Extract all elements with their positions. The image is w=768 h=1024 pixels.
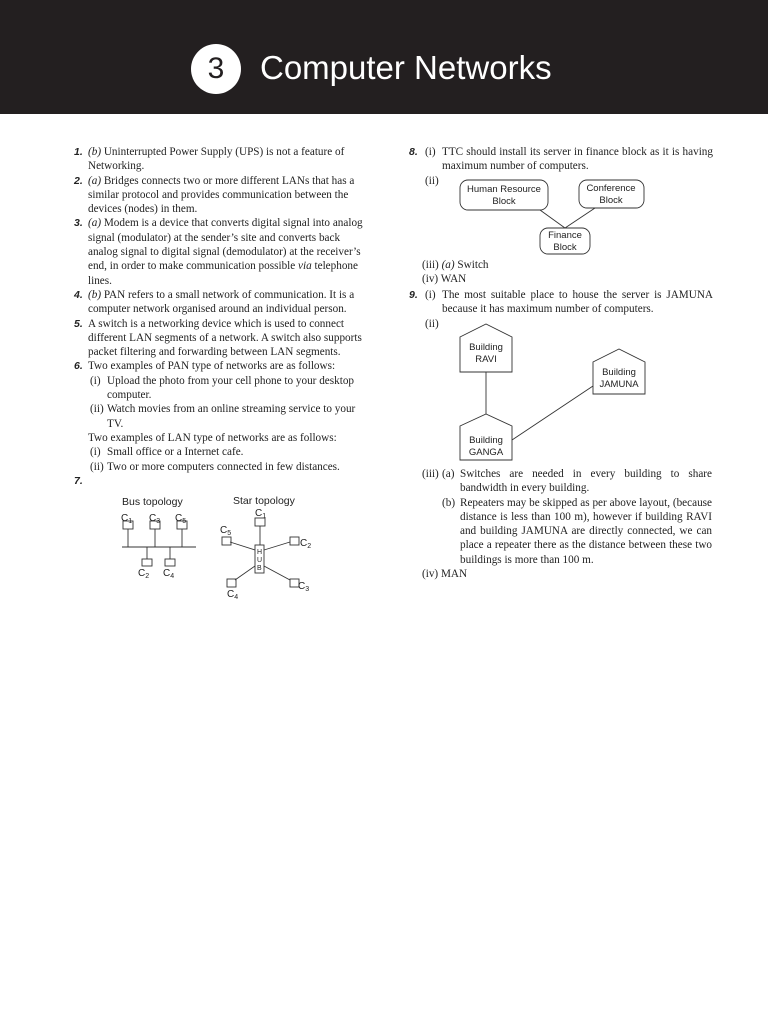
answer-3: 3. (a) Modem is a device that converts digital signal into analog signal (modulator) at the sender’s site and converts back analog signal to digital signal (demodulator) at the receiver’s end, in order to make communication possible via telephone lines. <box>74 217 363 287</box>
answer-6: 6. Two examples of PAN type of networks are as follows: (i) Upload the photo from your cell phone to your desktop computer. (ii) Watch movies from an online streaming service to your TV. Two examples of LAN type of networks are as follows: (i) Small office or a Internet cafe. (ii) Two or more computers connected in few distances. <box>74 359 370 473</box>
answer-5: 5. A switch is a networking device which is used to connect different LAN segments of a network. A switch also supports packet filtering and forwarding between LAN segments. <box>74 317 362 359</box>
bus-topology-title: Bus topology <box>122 496 183 508</box>
bus-node-c2 <box>142 559 152 566</box>
svg-text:Conference: Conference <box>586 183 636 194</box>
hub-letter: H <box>257 549 263 556</box>
answer-7: 7. <box>74 474 83 487</box>
label-c5: $C_5$ <box>220 525 232 537</box>
svg-text:Finance: Finance <box>548 230 582 241</box>
star-node-c5 <box>222 537 231 545</box>
answer-9: 9. (i) The most suitable place to house the server is JAMUNA because it has maximum number of computers. (ii) <box>409 289 713 330</box>
label-c5: $C_5$ <box>175 513 187 525</box>
star-topology-title: Star topology <box>233 495 295 507</box>
block-network-diagram <box>455 178 655 258</box>
star-node-c2 <box>290 537 299 545</box>
hub-letter: B <box>257 565 262 572</box>
answer-8-cont: (iii) (a) Switch (iv) WAN <box>422 259 489 286</box>
lan-example: (ii) Two or more computers connected in few distances. <box>90 460 340 473</box>
svg-text:Block: Block <box>492 196 516 207</box>
hub-letter: U <box>257 557 263 564</box>
svg-text:Human Resource: Human Resource <box>467 184 541 195</box>
pan-example: (ii) Watch movies from an online streaming service to your TV. <box>90 403 356 430</box>
building-network-diagram <box>455 322 655 464</box>
lan-example: (i) Small office or a Internet cafe. <box>90 446 244 459</box>
label-c4: $C_4$ <box>163 568 175 580</box>
answer-2: 2. (a) Bridges connects two or more different LANs that has a similar protocol and provides communication between the devices (nodes) in them. <box>74 174 355 216</box>
svg-text:Building: Building <box>602 367 636 378</box>
svg-text:Block: Block <box>599 195 623 206</box>
svg-text:Building: Building <box>469 435 503 446</box>
bus-node-c4 <box>165 559 175 566</box>
pan-example: (i) Upload the photo from your cell phone to your desktop computer. <box>90 374 355 402</box>
answer-4: 4. (b) PAN refers to a small network of communication. It is a computer network organised around an individual person. <box>74 288 355 316</box>
svg-text:Block: Block <box>553 242 577 253</box>
svg-text:GANGA: GANGA <box>468 447 504 458</box>
label-c1: $C_1$ <box>121 513 133 525</box>
chapter-number: 3 <box>191 44 241 94</box>
label-c2: $C_2$ <box>138 568 150 580</box>
chapter-banner <box>0 0 768 114</box>
label-c1: $C_1$ <box>255 508 267 520</box>
answer-9-cont: (iii) (a) Switches are needed in every building to share bandwidth in every building. (b) Repeaters may be skipped as per above layout, (because distance is less than 100 m), however if building RAVI and building JAMUNA are directly connected, we can place a repeater there as the distance between these two buildings is more than 100 m. (iv) MAN <box>422 468 712 581</box>
label-c3: $C_3$ <box>298 581 310 593</box>
svg-text:JAMUNA: JAMUNA <box>599 379 639 390</box>
svg-text:RAVI: RAVI <box>475 354 497 365</box>
left-column <box>74 145 370 488</box>
star-node-c4 <box>227 579 236 587</box>
answer-8: 8. (i) TTC should install its server in finance block as it is having maximum number of computers. (ii) <box>409 146 713 187</box>
chapter-title: Computer Networks <box>260 49 552 86</box>
answer-1: 1. (b) Uninterrupted Power Supply (UPS) is not a feature of Networking. <box>74 146 345 173</box>
label-c3: $C_3$ <box>149 513 161 525</box>
label-c4: $C_4$ <box>227 589 239 601</box>
topology-diagram <box>110 490 330 605</box>
svg-text:Building: Building <box>469 342 503 353</box>
label-c2: $C_2$ <box>300 538 312 550</box>
